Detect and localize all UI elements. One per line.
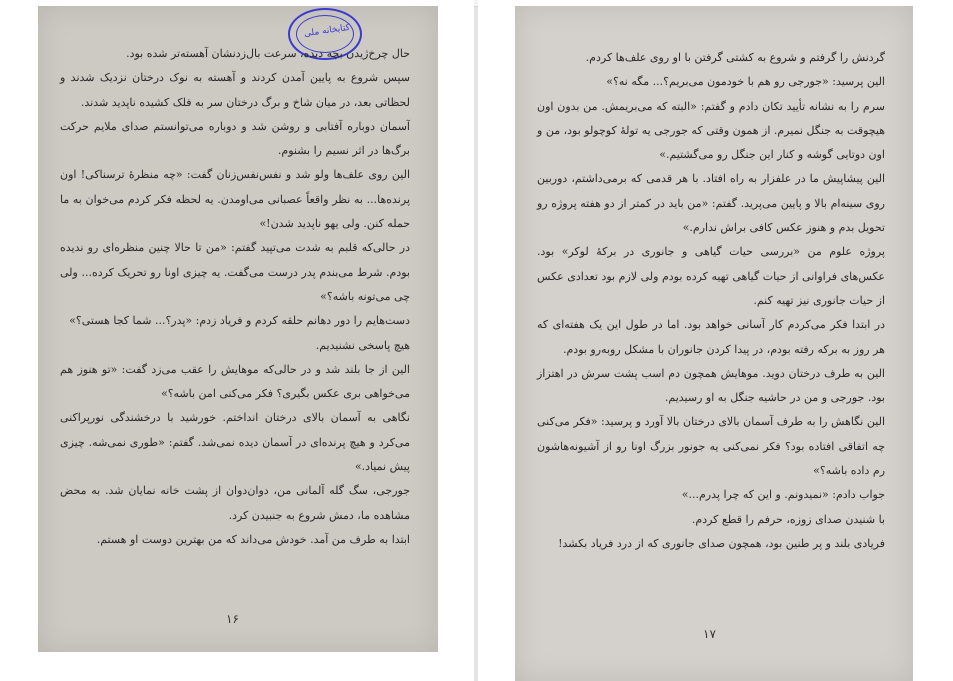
scanned-page-17 <box>515 6 913 681</box>
paragraph: حال چرخ‌ژیدن بچه دیده، سرعت بال‌زدنشان آهسته‌تر شده بود. <box>126 47 410 60</box>
paragraph: الین به طرف درختان دوید. موهایش همچون دم اسب پشت سرش در اهتزاز بود. جورجی و من در حاشیه جنگل به او رسیدیم. <box>537 366 885 405</box>
paragraph: فریادی بلند و پر طنین بود، همچون صدای جانوری که از درد فریاد بکشد! <box>558 536 885 550</box>
paragraph: ابتدا به طرف من آمد. خودش می‌داند که من بهترین دوست او هستم. <box>96 532 410 546</box>
paragraph: در حالی‌که قلبم به شدت می‌تپید گفتم: «من تا حالا چنین منظره‌ای رو ندیده بودم. شرط می‌بندم پدر درست می‌گفت. یه چیزی اونا رو تحریک کرده... ولی چی می‌تونه باشه؟» <box>60 241 410 303</box>
page-number: ۱۶ <box>226 612 239 626</box>
paragraph: الین نگاهش را به طرف آسمان بالای درختان بالا آورد و پرسید: «فکر می‌کنی چه اتفاقی افتاده بود؟ فکر نمی‌کنی یه جونور بزرگ اونا رو از آشیونه‌هاشون رم داده باشه؟» <box>537 415 885 478</box>
stamp-text: کتابخانه ملی <box>303 22 351 40</box>
paragraph: جواب دادم: «نمیدونم. و این که چرا پدرم...» <box>681 488 885 502</box>
paragraph: الین از جا بلند شد و در حالی‌که موهایش را عقب می‌زد گفت: «تو هنوز هم می‌خواهی بری عکس بگیری؟ فکر می‌کنی امن باشه؟» <box>60 362 410 401</box>
left-page-pane[interactable] <box>0 0 474 681</box>
paragraph: سرم را به نشانه تأیید تکان دادم و گفتم: «البته که می‌بریمش. من بدون اون هیچوقت به جنگل نمیرم. از همون وقتی که جورجی یه تولهٔ کوچولو بود، من و اون دوتایی گوشه و کنار این جنگل رو می‌گشتیم.» <box>537 99 885 162</box>
paragraph: با شنیدن صدای زوزه، حرفم را قطع کردم. <box>691 512 885 526</box>
paragraph: سپس شروع به پایین آمدن کردند و آهسته به نوک درختان نزدیک شدند و لحظاتی بعد، در میان شاخ و برگ درختان سر به فلک کشیده ناپدید شدند. <box>60 71 410 109</box>
page-17-text <box>537 46 885 556</box>
paragraph: هیچ پاسخی نشنیدیم. <box>315 338 410 352</box>
paragraph: آسمان دوباره آفتابی و روشن شد و دوباره می‌توانستم صدای ملایم حرکت برگ‌ها در اثر نسیم را بشنوم. <box>60 119 410 158</box>
paragraph: الین پیشاپیش ما در علفزار به راه افتاد. با هر قدمی که برمی‌داشتم، دوربین روی سینه‌ام بالا و پایین می‌پرید. گفتم: «من باید در کمتر از دو هفته پروژه رو تحویل بدم و هنوز عکس کافی براش ندارم.» <box>537 172 885 235</box>
paragraph: گردنش را گرفتم و شروع به کشتی گرفتن با او روی علف‌ها کردم. <box>585 51 885 64</box>
paragraph: در ابتدا فکر می‌کردم کار آسانی خواهد بود. اما در طول این یک هفته‌ای که هر روز به برکه رفته بودم، در پیدا کردن جانوران با مشکل روبه‌رو بودم. <box>537 318 885 356</box>
scanned-page-16 <box>38 6 438 652</box>
paragraph: پروژه علوم من «بررسی حیات گیاهی و جانوری در برکهٔ لوکر» بود. عکس‌های فراوانی از حیات گیاهی تهیه کرده بودم ولی لازم بود تعدادی عکس از حیات جانوری نیز تهیه کنم. <box>537 245 885 307</box>
paragraph: جورجی، سگ گله آلمانی من، دوان‌دوان از پشت خانه نمایان شد. به محض مشاهده ما، دمش شروع به جنبیدن کرد. <box>60 484 410 522</box>
page-number: ۱۷ <box>703 627 716 641</box>
paragraph: الین پرسید: «جورجی رو هم با خودمون می‌بریم؟... مگه نه؟» <box>606 75 885 89</box>
paragraph: نگاهی به آسمان بالای درختان انداختم. خورشید با درخشندگی نورپراکنی می‌کرد و هیچ پرنده‌ای در آسمان دیده نمی‌شد. گفتم: «طوری نمی‌شه. چیزی پیش نمیاد.» <box>60 411 410 474</box>
paragraph: دست‌هایم را دور دهانم حلقه کردم و فریاد زدم: «پدر؟... شما کجا هستی؟» <box>69 314 410 328</box>
right-page-pane[interactable] <box>478 0 953 681</box>
page-16-text <box>60 42 410 552</box>
paragraph: الین روی علف‌ها ولو شد و نفس‌نفس‌زنان گفت: «چه منظرهٔ ترسناکی! اون پرنده‌ها... به نظر واقعاً عصبانی می‌اومدن. یه لحظه فکر کردم می‌خوان به ما حمله کنن. ولی یهو ناپدید شدن!» <box>60 168 410 231</box>
